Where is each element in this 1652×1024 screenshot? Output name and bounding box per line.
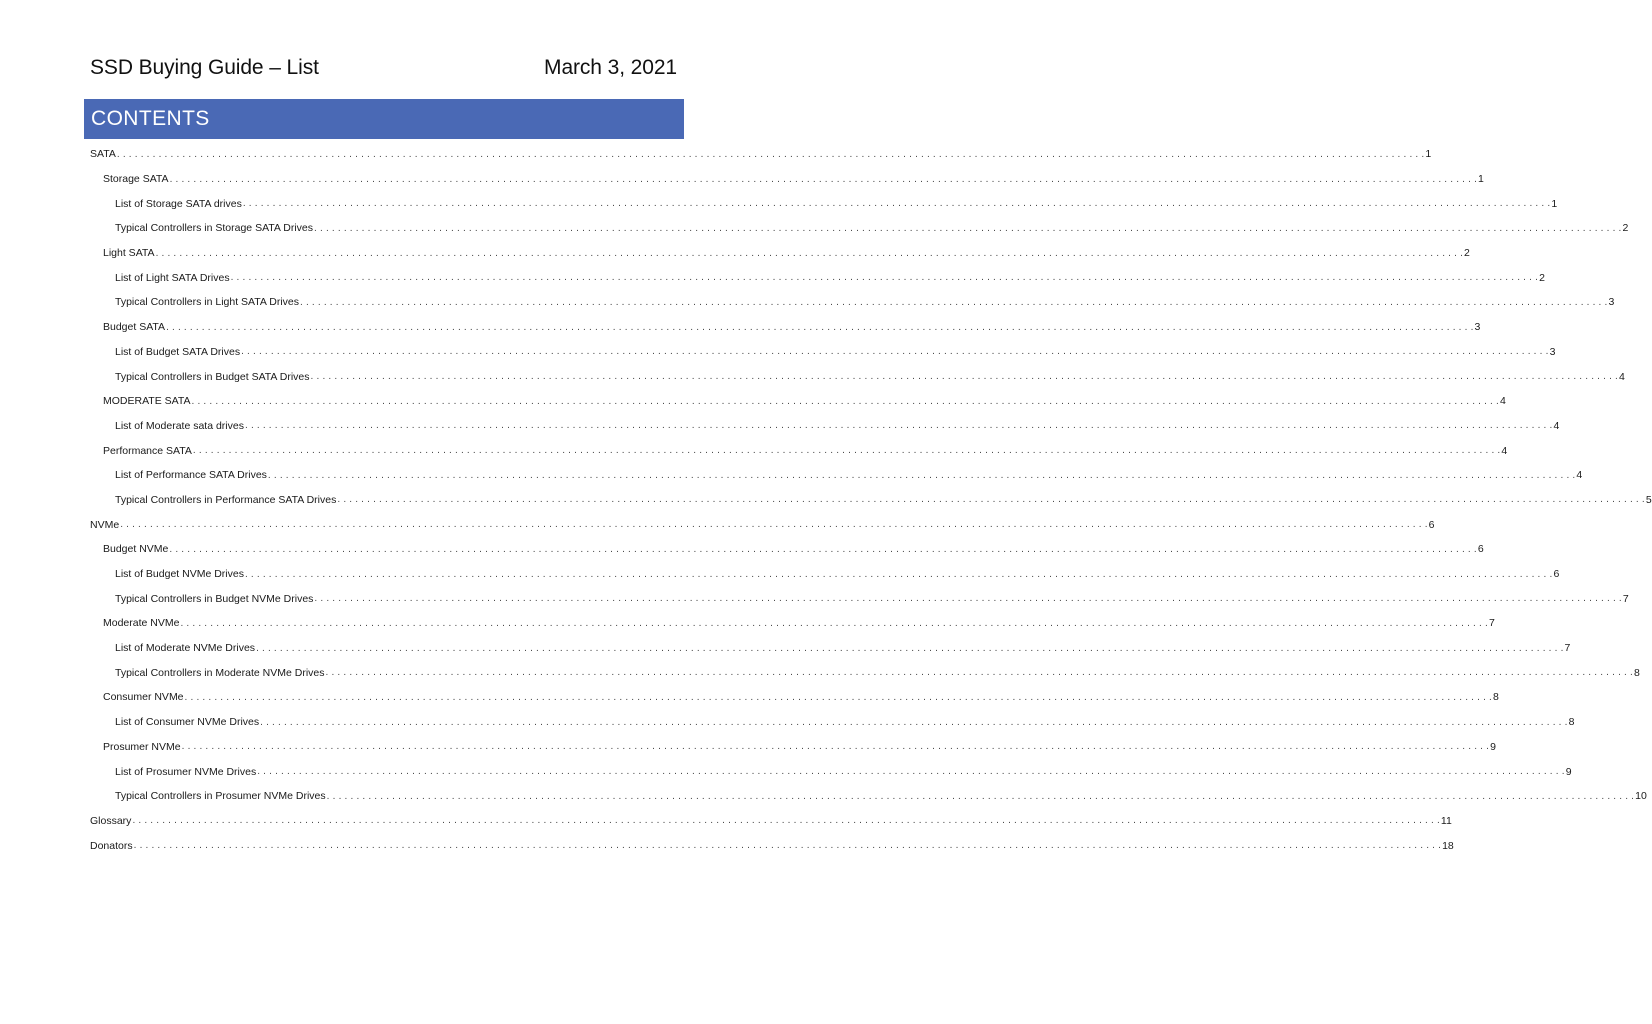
toc-entry-page-number: 8 [1493,691,1499,704]
toc-entry-page-number: 18 [1442,839,1454,852]
toc-entry[interactable] [90,414,1560,439]
toc-entry-page-number: 3 [1549,345,1556,358]
toc-entry-page-number: 2 [1622,222,1629,235]
toc-entry[interactable] [90,833,1454,858]
toc-entry-page-number: 8 [1568,716,1575,729]
toc-dot-leader: . . . . . . . . . . . . . . . . . . . . . . . . . . . . . . . . . . . . . . . . . . . . . . . . . . . . . . . . . . . . . . . . . . . . . . . . . . . . . . . . . . . . . . . . . . . . . . . . . . . . . . . . . . . . . . . . . . . . . . . . . . . . . . . . . . . . . . . . . . . . . . . . . . . . . . . . . . . . . . . . . . . . . . . . . . . . . . . . . . . . . . . . . . . . . . . . . . . . . . . . . . . . . . . . . . . . . . . . . . . . [184,691,1493,703]
toc-entry[interactable] [90,759,1572,784]
toc-entry-page-number: 9 [1565,765,1572,778]
toc-entry[interactable] [90,265,1545,290]
page-header [90,52,677,84]
toc-entry[interactable] [90,463,1583,488]
toc-entry-title: List of Light SATA Drives [115,271,230,284]
toc-entry-title: Performance SATA [103,444,192,457]
document-title: SSD Buying Guide – List [90,56,319,79]
toc-entry-title: Storage SATA [103,173,169,186]
toc-dot-leader: . . . . . . . . . . . . . . . . . . . . . . . . . . . . . . . . . . . . . . . . . . . . . . . . . . . . . . . . . . . . . . . . . . . . . . . . . . . . . . . . . . . . . . . . . . . . . . . . . . . . . . . . . . . . . . . . . . . . . . . . . . . . . . . . . . . . . . . . . . . . . . . . . . . . . . . . . . . . . . . . . . . . . . . . . . . . . . . . . . . . . . . . . . . . . . . . . . . . . . . . . . . . . . . . . . . . . . . . . . . . [132,815,1440,827]
toc-entry-page-number: 9 [1490,740,1496,753]
toc-entry[interactable] [90,562,1560,587]
toc-entry-page-number: 1 [1478,173,1484,186]
toc-entry-page-number: 7 [1622,592,1629,605]
toc-entry[interactable] [90,389,1506,414]
toc-entry-title: List of Moderate NVMe Drives [115,642,256,655]
contents-heading: CONTENTS [91,107,210,130]
toc-entry-page-number: 6 [1553,568,1560,581]
toc-entry-title: Light SATA [103,247,155,260]
toc-dot-leader: . . . . . . . . . . . . . . . . . . . . . . . . . . . . . . . . . . . . . . . . . . . . . . . . . . . . . . . . . . . . . . . . . . . . . . . . . . . . . . . . . . . . . . . . . . . . . . . . . . . . . . . . . . . . . . . . . . . . . . . . . . . . . . . . . . . . . . . . . . . . . . . . . . . . . . . . . . . . . . . . . . . . . . . . . . . . . . . . . . . . . . . . . . . . . . . . . . . . . . . . . . . . . . . . . . . . . . . . . . . . [314,593,1622,605]
toc-entry-title: MODERATE SATA [103,395,191,408]
toc-dot-leader: . . . . . . . . . . . . . . . . . . . . . . . . . . . . . . . . . . . . . . . . . . . . . . . . . . . . . . . . . . . . . . . . . . . . . . . . . . . . . . . . . . . . . . . . . . . . . . . . . . . . . . . . . . . . . . . . . . . . . . . . . . . . . . . . . . . . . . . . . . . . . . . . . . . . . . . . . . . . . . . . . . . . . . . . . . . . . . . . . . . . . . . . . . . . . . . . . . . . . . . . . . . . . . . . . . . . . . . . . . . . [169,543,1477,555]
toc-entry[interactable] [90,735,1496,760]
toc-entry-title: Prosumer NVMe [103,740,181,753]
toc-entry-page-number: 3 [1474,321,1481,334]
toc-dot-leader: . . . . . . . . . . . . . . . . . . . . . . . . . . . . . . . . . . . . . . . . . . . . . . . . . . . . . . . . . . . . . . . . . . . . . . . . . . . . . . . . . . . . . . . . . . . . . . . . . . . . . . . . . . . . . . . . . . . . . . . . . . . . . . . . . . . . . . . . . . . . . . . . . . . . . . . . . . . . . . . . . . . . . . . . . . . . . . . . . . . . . . . . . . . . . . . . . . . . . . . . . . . . . . . . . . . . . . . . . . . . [267,469,1576,481]
toc-dot-leader: . . . . . . . . . . . . . . . . . . . . . . . . . . . . . . . . . . . . . . . . . . . . . . . . . . . . . . . . . . . . . . . . . . . . . . . . . . . . . . . . . . . . . . . . . . . . . . . . . . . . . . . . . . . . . . . . . . . . . . . . . . . . . . . . . . . . . . . . . . . . . . . . . . . . . . . . . . . . . . . . . . . . . . . . . . . . . . . . . . . . . . . . . . . . . . . . . . . . . . . . . . . . . . . . . . . . . . . . . . . . [310,371,1619,383]
toc-entry-page-number: 2 [1539,271,1545,284]
toc-dot-leader: . . . . . . . . . . . . . . . . . . . . . . . . . . . . . . . . . . . . . . . . . . . . . . . . . . . . . . . . . . . . . . . . . . . . . . . . . . . . . . . . . . . . . . . . . . . . . . . . . . . . . . . . . . . . . . . . . . . . . . . . . . . . . . . . . . . . . . . . . . . . . . . . . . . . . . . . . . . . . . . . . . . . . . . . . . . . . . . . . . . . . . . . . . . . . . . . . . . . . . . . . . . . . . . . . . . . . . . . . . . . [260,716,1568,728]
toc-dot-leader: . . . . . . . . . . . . . . . . . . . . . . . . . . . . . . . . . . . . . . . . . . . . . . . . . . . . . . . . . . . . . . . . . . . . . . . . . . . . . . . . . . . . . . . . . . . . . . . . . . . . . . . . . . . . . . . . . . . . . . . . . . . . . . . . . . . . . . . . . . . . . . . . . . . . . . . . . . . . . . . . . . . . . . . . . . . . . . . . . . . . . . . . . . . . . . . . . . . . . . . . . . . . . . . . . . . . . . . . . . . . [169,173,1478,185]
toc-entry[interactable] [90,290,1615,315]
toc-entry-title: Typical Controllers in Moderate NVMe Drives [115,666,325,679]
toc-dot-leader: . . . . . . . . . . . . . . . . . . . . . . . . . . . . . . . . . . . . . . . . . . . . . . . . . . . . . . . . . . . . . . . . . . . . . . . . . . . . . . . . . . . . . . . . . . . . . . . . . . . . . . . . . . . . . . . . . . . . . . . . . . . . . . . . . . . . . . . . . . . . . . . . . . . . . . . . . . . . . . . . . . . . . . . . . . . . . . . . . . . . . . . . . . . . . . . . . . . . . . . . . . . . . . . . . . . . . . . . . . . . [314,222,1622,234]
toc-entry[interactable] [90,784,1647,809]
toc-entry-page-number: 7 [1564,642,1571,655]
toc-entry[interactable] [90,636,1571,661]
toc-entry-title: Typical Controllers in Budget SATA Drives [115,370,310,383]
toc-entry-page-number: 2 [1464,247,1470,260]
toc-dot-leader: . . . . . . . . . . . . . . . . . . . . . . . . . . . . . . . . . . . . . . . . . . . . . . . . . . . . . . . . . . . . . . . . . . . . . . . . . . . . . . . . . . . . . . . . . . . . . . . . . . . . . . . . . . . . . . . . . . . . . . . . . . . . . . . . . . . . . . . . . . . . . . . . . . . . . . . . . . . . . . . . . . . . . . . . . . . . . . . . . . . . . . . . . . . . . . . . . . . . . . . . . . . . . . . . . . . . . . . . . . . . [337,494,1645,506]
toc-entry[interactable] [90,340,1556,365]
toc-entry-page-number: 1 [1551,197,1558,210]
toc-entry-title: NVMe [90,518,120,531]
toc-entry[interactable] [90,685,1499,710]
toc-entry-title: List of Budget NVMe Drives [115,568,244,581]
toc-entry-page-number: 5 [1645,493,1652,506]
toc-dot-leader: . . . . . . . . . . . . . . . . . . . . . . . . . . . . . . . . . . . . . . . . . . . . . . . . . . . . . . . . . . . . . . . . . . . . . . . . . . . . . . . . . . . . . . . . . . . . . . . . . . . . . . . . . . . . . . . . . . . . . . . . . . . . . . . . . . . . . . . . . . . . . . . . . . . . . . . . . . . . . . . . . . . . . . . . . . . . . . . . . . . . . . . . . . . . . . . . . . . . . . . . . . . . . . . . . . . . . . . . . . . . [325,667,1633,679]
toc-entry-title: Typical Controllers in Storage SATA Drives [115,222,314,235]
toc-entry-title: Moderate NVMe [103,617,180,630]
toc-entry-page-number: 11 [1440,814,1452,827]
toc-entry[interactable] [90,611,1495,636]
document-date: March 3, 2021 [544,56,677,79]
toc-dot-leader: . . . . . . . . . . . . . . . . . . . . . . . . . . . . . . . . . . . . . . . . . . . . . . . . . . . . . . . . . . . . . . . . . . . . . . . . . . . . . . . . . . . . . . . . . . . . . . . . . . . . . . . . . . . . . . . . . . . . . . . . . . . . . . . . . . . . . . . . . . . . . . . . . . . . . . . . . . . . . . . . . . . . . . . . . . . . . . . . . . . . . . . . . . . . . . . . . . . . . . . . . . . . . . . . . . . . . . . . . . . . [133,840,1442,852]
toc-entry-title: List of Consumer NVMe Drives [115,716,260,729]
toc-entry[interactable] [90,809,1452,834]
toc-entry[interactable] [90,438,1508,463]
toc-entry[interactable] [90,167,1484,192]
toc-entry-title: List of Moderate sata drives [115,419,244,432]
toc-entry-title: Budget NVMe [103,543,169,556]
toc-entry-page-number: 4 [1500,395,1506,408]
toc-entry[interactable] [90,660,1640,685]
toc-dot-leader: . . . . . . . . . . . . . . . . . . . . . . . . . . . . . . . . . . . . . . . . . . . . . . . . . . . . . . . . . . . . . . . . . . . . . . . . . . . . . . . . . . . . . . . . . . . . . . . . . . . . . . . . . . . . . . . . . . . . . . . . . . . . . . . . . . . . . . . . . . . . . . . . . . . . . . . . . . . . . . . . . . . . . . . . . . . . . . . . . . . . . . . . . . . . . . . . . . . . . . . . . . . . . . . . . . . . . . . . . . . . [257,766,1565,778]
toc-dot-leader: . . . . . . . . . . . . . . . . . . . . . . . . . . . . . . . . . . . . . . . . . . . . . . . . . . . . . . . . . . . . . . . . . . . . . . . . . . . . . . . . . . . . . . . . . . . . . . . . . . . . . . . . . . . . . . . . . . . . . . . . . . . . . . . . . . . . . . . . . . . . . . . . . . . . . . . . . . . . . . . . . . . . . . . . . . . . . . . . . . . . . . . . . . . . . . . . . . . . . . . . . . . . . . . . . . . . . . . . . . . . [230,272,1539,284]
toc-entry[interactable] [90,191,1558,216]
toc-dot-leader: . . . . . . . . . . . . . . . . . . . . . . . . . . . . . . . . . . . . . . . . . . . . . . . . . . . . . . . . . . . . . . . . . . . . . . . . . . . . . . . . . . . . . . . . . . . . . . . . . . . . . . . . . . . . . . . . . . . . . . . . . . . . . . . . . . . . . . . . . . . . . . . . . . . . . . . . . . . . . . . . . . . . . . . . . . . . . . . . . . . . . . . . . . . . . . . . . . . . . . . . . . . . . . . . . . . . . . . . . . . . [242,198,1551,210]
toc-entry-title: Glossary [90,814,132,827]
toc-entry-title: Typical Controllers in Prosumer NVMe Drives [115,790,326,803]
toc-entry-page-number: 7 [1488,617,1495,630]
toc-entry-page-number: 4 [1501,444,1508,457]
toc-entry-title: List of Performance SATA Drives [115,469,267,482]
toc-dot-leader: . . . . . . . . . . . . . . . . . . . . . . . . . . . . . . . . . . . . . . . . . . . . . . . . . . . . . . . . . . . . . . . . . . . . . . . . . . . . . . . . . . . . . . . . . . . . . . . . . . . . . . . . . . . . . . . . . . . . . . . . . . . . . . . . . . . . . . . . . . . . . . . . . . . . . . . . . . . . . . . . . . . . . . . . . . . . . . . . . . . . . . . . . . . . . . . . . . . . . . . . . . . . . . . . . . . . . . . . . . . . [244,568,1553,580]
toc-entry-title: Consumer NVMe [103,691,184,704]
toc-entry-page-number: 8 [1633,666,1640,679]
toc-entry[interactable] [90,364,1625,389]
toc-entry-page-number: 1 [1425,148,1432,161]
toc-dot-leader: . . . . . . . . . . . . . . . . . . . . . . . . . . . . . . . . . . . . . . . . . . . . . . . . . . . . . . . . . . . . . . . . . . . . . . . . . . . . . . . . . . . . . . . . . . . . . . . . . . . . . . . . . . . . . . . . . . . . . . . . . . . . . . . . . . . . . . . . . . . . . . . . . . . . . . . . . . . . . . . . . . . . . . . . . . . . . . . . . . . . . . . . . . . . . . . . . . . . . . . . . . . . . . . . . . . . . . . . . . . . [256,642,1564,654]
toc-dot-leader: . . . . . . . . . . . . . . . . . . . . . . . . . . . . . . . . . . . . . . . . . . . . . . . . . . . . . . . . . . . . . . . . . . . . . . . . . . . . . . . . . . . . . . . . . . . . . . . . . . . . . . . . . . . . . . . . . . . . . . . . . . . . . . . . . . . . . . . . . . . . . . . . . . . . . . . . . . . . . . . . . . . . . . . . . . . . . . . . . . . . . . . . . . . . . . . . . . . . . . . . . . . . . . . . . . . . . . . . . . . . [166,321,1474,333]
toc-entry-title: Typical Controllers in Light SATA Drives [115,296,300,309]
toc-entry-title: Typical Controllers in Performance SATA Drives [115,493,337,506]
toc-entry[interactable] [90,241,1470,266]
toc-entry-title: Typical Controllers in Budget NVMe Drives [115,592,314,605]
toc-entry[interactable] [90,512,1435,537]
toc-entry[interactable] [90,710,1575,735]
toc-entry-page-number: 4 [1576,469,1583,482]
toc-entry-title: Donators [90,839,133,852]
toc-entry-title: List of Prosumer NVMe Drives [115,765,257,778]
toc-entry[interactable] [90,216,1629,241]
toc-dot-leader: . . . . . . . . . . . . . . . . . . . . . . . . . . . . . . . . . . . . . . . . . . . . . . . . . . . . . . . . . . . . . . . . . . . . . . . . . . . . . . . . . . . . . . . . . . . . . . . . . . . . . . . . . . . . . . . . . . . . . . . . . . . . . . . . . . . . . . . . . . . . . . . . . . . . . . . . . . . . . . . . . . . . . . . . . . . . . . . . . . . . . . . . . . . . . . . . . . . . . . . . . . . . . . . . . . . . . . . . . . . . [326,790,1635,802]
toc-entry[interactable] [90,537,1484,562]
toc-dot-leader: . . . . . . . . . . . . . . . . . . . . . . . . . . . . . . . . . . . . . . . . . . . . . . . . . . . . . . . . . . . . . . . . . . . . . . . . . . . . . . . . . . . . . . . . . . . . . . . . . . . . . . . . . . . . . . . . . . . . . . . . . . . . . . . . . . . . . . . . . . . . . . . . . . . . . . . . . . . . . . . . . . . . . . . . . . . . . . . . . . . . . . . . . . . . . . . . . . . . . . . . . . . . . . . . . . . . . . . . . . . . [241,346,1549,358]
toc-dot-leader: . . . . . . . . . . . . . . . . . . . . . . . . . . . . . . . . . . . . . . . . . . . . . . . . . . . . . . . . . . . . . . . . . . . . . . . . . . . . . . . . . . . . . . . . . . . . . . . . . . . . . . . . . . . . . . . . . . . . . . . . . . . . . . . . . . . . . . . . . . . . . . . . . . . . . . . . . . . . . . . . . . . . . . . . . . . . . . . . . . . . . . . . . . . . . . . . . . . . . . . . . . . . . . . . . . . . . . . . . . . . [155,247,1464,259]
toc-dot-leader: . . . . . . . . . . . . . . . . . . . . . . . . . . . . . . . . . . . . . . . . . . . . . . . . . . . . . . . . . . . . . . . . . . . . . . . . . . . . . . . . . . . . . . . . . . . . . . . . . . . . . . . . . . . . . . . . . . . . . . . . . . . . . . . . . . . . . . . . . . . . . . . . . . . . . . . . . . . . . . . . . . . . . . . . . . . . . . . . . . . . . . . . . . . . . . . . . . . . . . . . . . . . . . . . . . . . . . . . . . . . [192,445,1501,457]
toc-entry[interactable] [90,586,1629,611]
toc-dot-leader: . . . . . . . . . . . . . . . . . . . . . . . . . . . . . . . . . . . . . . . . . . . . . . . . . . . . . . . . . . . . . . . . . . . . . . . . . . . . . . . . . . . . . . . . . . . . . . . . . . . . . . . . . . . . . . . . . . . . . . . . . . . . . . . . . . . . . . . . . . . . . . . . . . . . . . . . . . . . . . . . . . . . . . . . . . . . . . . . . . . . . . . . . . . . . . . . . . . . . . . . . . . . . . . . . . . . . . . . . . . . [116,148,1425,160]
table-of-contents [90,142,1652,858]
toc-entry-page-number: 4 [1619,370,1625,383]
toc-entry-page-number: 3 [1608,296,1615,309]
toc-entry-title: List of Budget SATA Drives [115,345,241,358]
toc-entry-title: List of Storage SATA drives [115,197,242,210]
toc-entry[interactable] [90,488,1652,513]
toc-entry-title: Budget SATA [103,321,166,334]
toc-entry[interactable] [90,142,1432,167]
toc-entry-title: SATA [90,148,116,161]
toc-dot-leader: . . . . . . . . . . . . . . . . . . . . . . . . . . . . . . . . . . . . . . . . . . . . . . . . . . . . . . . . . . . . . . . . . . . . . . . . . . . . . . . . . . . . . . . . . . . . . . . . . . . . . . . . . . . . . . . . . . . . . . . . . . . . . . . . . . . . . . . . . . . . . . . . . . . . . . . . . . . . . . . . . . . . . . . . . . . . . . . . . . . . . . . . . . . . . . . . . . . . . . . . . . . . . . . . . . . . . . . . . . . . [244,420,1553,432]
toc-dot-leader: . . . . . . . . . . . . . . . . . . . . . . . . . . . . . . . . . . . . . . . . . . . . . . . . . . . . . . . . . . . . . . . . . . . . . . . . . . . . . . . . . . . . . . . . . . . . . . . . . . . . . . . . . . . . . . . . . . . . . . . . . . . . . . . . . . . . . . . . . . . . . . . . . . . . . . . . . . . . . . . . . . . . . . . . . . . . . . . . . . . . . . . . . . . . . . . . . . . . . . . . . . . . . . . . . . . . . . . . . . . . [180,617,1488,629]
contents-heading-banner [84,99,684,139]
toc-entry-page-number: 4 [1553,419,1560,432]
toc-entry-page-number: 10 [1635,790,1647,803]
toc-dot-leader: . . . . . . . . . . . . . . . . . . . . . . . . . . . . . . . . . . . . . . . . . . . . . . . . . . . . . . . . . . . . . . . . . . . . . . . . . . . . . . . . . . . . . . . . . . . . . . . . . . . . . . . . . . . . . . . . . . . . . . . . . . . . . . . . . . . . . . . . . . . . . . . . . . . . . . . . . . . . . . . . . . . . . . . . . . . . . . . . . . . . . . . . . . . . . . . . . . . . . . . . . . . . . . . . . . . . . . . . . . . . [300,296,1608,308]
toc-dot-leader: . . . . . . . . . . . . . . . . . . . . . . . . . . . . . . . . . . . . . . . . . . . . . . . . . . . . . . . . . . . . . . . . . . . . . . . . . . . . . . . . . . . . . . . . . . . . . . . . . . . . . . . . . . . . . . . . . . . . . . . . . . . . . . . . . . . . . . . . . . . . . . . . . . . . . . . . . . . . . . . . . . . . . . . . . . . . . . . . . . . . . . . . . . . . . . . . . . . . . . . . . . . . . . . . . . . . . . . . . . . . [181,741,1490,753]
toc-dot-leader: . . . . . . . . . . . . . . . . . . . . . . . . . . . . . . . . . . . . . . . . . . . . . . . . . . . . . . . . . . . . . . . . . . . . . . . . . . . . . . . . . . . . . . . . . . . . . . . . . . . . . . . . . . . . . . . . . . . . . . . . . . . . . . . . . . . . . . . . . . . . . . . . . . . . . . . . . . . . . . . . . . . . . . . . . . . . . . . . . . . . . . . . . . . . . . . . . . . . . . . . . . . . . . . . . . . . . . . . . . . . [120,519,1428,531]
toc-entry-page-number: 6 [1477,543,1484,556]
toc-entry-page-number: 6 [1428,518,1435,531]
toc-entry[interactable] [90,315,1481,340]
toc-dot-leader: . . . . . . . . . . . . . . . . . . . . . . . . . . . . . . . . . . . . . . . . . . . . . . . . . . . . . . . . . . . . . . . . . . . . . . . . . . . . . . . . . . . . . . . . . . . . . . . . . . . . . . . . . . . . . . . . . . . . . . . . . . . . . . . . . . . . . . . . . . . . . . . . . . . . . . . . . . . . . . . . . . . . . . . . . . . . . . . . . . . . . . . . . . . . . . . . . . . . . . . . . . . . . . . . . . . . . . . . . . . . [191,395,1499,407]
